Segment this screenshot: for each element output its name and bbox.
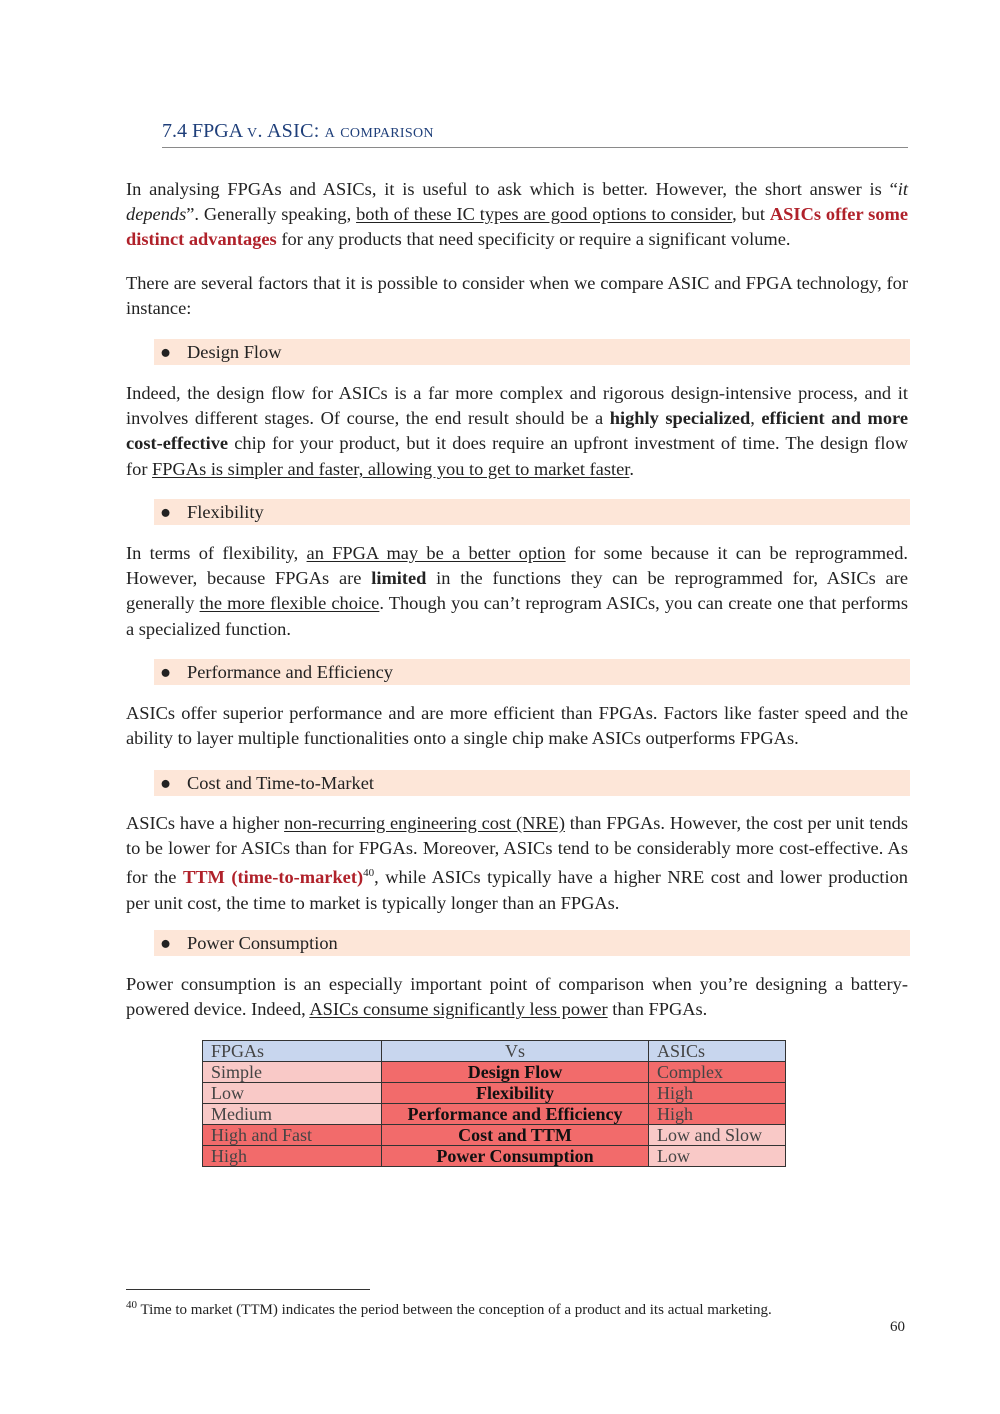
footnote-reference[interactable]: 40 — [363, 867, 375, 880]
section-title-main: FPGA — [192, 120, 243, 142]
footnote-divider — [126, 1289, 370, 1290]
table-row — [203, 1083, 786, 1104]
table-cell: Cost and TTM — [382, 1125, 649, 1146]
bullet-label: Cost and Time-to-Market — [187, 773, 374, 793]
table-row — [203, 1125, 786, 1146]
underlined-text: FPGAs is simpler and faster, allowing you to get to market faster — [152, 458, 630, 479]
underlined-text: an FPGA may be a better option — [306, 543, 566, 563]
bullet-label: Design Flow — [187, 342, 282, 362]
table-cell: Flexibility — [382, 1083, 649, 1104]
italic-text: it depends — [126, 179, 908, 225]
bold-text: efficient and more cost-effective — [126, 408, 909, 454]
table-cell: High — [649, 1104, 786, 1125]
text-run: for any products that need specificity or require a significant volume. — [276, 229, 791, 250]
table-cell: Low and Slow — [649, 1125, 786, 1146]
table-header-cell: Vs — [382, 1041, 649, 1062]
bullet-dot-icon: ● — [160, 933, 172, 953]
paragraph-performance: ASICs offer superior performance and are more efficient than FPGAs. Factors like faster speed and the ability to layer multiple functionalities onto a single chip make ASICs outperforms FPGAs. — [126, 703, 908, 749]
underlined-text: both of these IC types are good options to consider — [356, 204, 733, 225]
bullet-power — [154, 930, 910, 956]
table-cell: Simple — [203, 1062, 382, 1083]
bullet-label: Flexibility — [187, 502, 264, 522]
bullet-cost-ttm — [154, 770, 910, 796]
footnote-text: Time to market (TTM) indicates the period between the conception of a product and its actual marketing. — [137, 1302, 772, 1318]
text-run: . Though you can’t reprogram ASICs, you can create one that performs a specialized function. — [126, 593, 908, 639]
table-cell: Performance and Efficiency — [382, 1104, 649, 1125]
bullet-dot-icon: ● — [160, 502, 172, 522]
paragraph-cost — [126, 811, 908, 916]
bullet-dot-icon: ● — [160, 662, 172, 682]
table-cell: High and Fast — [203, 1125, 382, 1146]
underlined-text: the more flexible choice — [199, 593, 380, 614]
table-row — [203, 1146, 786, 1167]
text-run: than FPGAs. However, the cost per unit tends to be lower for ASICs than for FPGAs. Moreover, ASICs tend to be considerably more cost-effective. As for the — [126, 813, 909, 888]
text-run: chip for your product, but it does require an upfront investment of time. The design flow for — [126, 433, 908, 479]
comparison-table — [202, 1040, 786, 1167]
text-run: In terms of flexibility, — [126, 543, 307, 563]
table-cell: Design Flow — [382, 1062, 649, 1083]
text-run: , but — [732, 204, 770, 225]
section-title-v: v. ASIC: — [247, 120, 320, 142]
bullet-design-flow — [154, 339, 910, 365]
table-cell: Medium — [203, 1104, 382, 1125]
paragraph-power — [126, 972, 908, 1022]
paragraph-factors: There are several factors that it is possible to consider when we compare ASIC and FPGA technology, for instance: — [126, 273, 908, 319]
underlined-text: non-recurring engineering cost (NRE) — [284, 813, 566, 833]
text-run: in the functions they can be reprogrammed for, ASICs are generally — [126, 568, 908, 614]
bold-text: highly specialized — [609, 408, 751, 429]
table-cell: Complex — [649, 1062, 786, 1083]
text-run: , while ASICs typically have a higher NRE cost and lower production per unit cost, the time to market is typically longer than an FPGAs. — [126, 867, 909, 913]
table-header-cell: FPGAs — [203, 1041, 382, 1062]
section-title-rest: a comparison — [324, 120, 434, 142]
text-run: Power consumption is an especially important point of comparison when you’re designing a battery-powered device. Indeed, — [126, 974, 908, 1020]
bullet-dot-icon: ● — [160, 773, 172, 793]
paragraph-design-flow — [126, 381, 908, 482]
text-run: In analysing FPGAs and ASICs, it is useful to ask which is better. However, the short answer is “ — [126, 179, 898, 199]
section-number: 7.4 — [162, 120, 187, 142]
footnote-mark: 40 — [126, 1299, 137, 1311]
text-run: than FPGAs. — [607, 999, 708, 1020]
text-run: for some because it can be reprogrammed. However, because FPGAs are — [126, 543, 908, 589]
bullet-performance — [154, 659, 910, 685]
page-number: 60 — [890, 1319, 905, 1335]
bullet-dot-icon: ● — [160, 342, 172, 362]
paragraph-flexibility — [126, 541, 908, 642]
table-row — [203, 1104, 786, 1125]
table-cell: High — [203, 1146, 382, 1167]
text-run: . — [629, 458, 634, 479]
paragraph-intro — [126, 177, 908, 253]
bullet-label: Power Consumption — [187, 933, 338, 953]
section-heading — [162, 118, 908, 148]
text-run: , — [750, 408, 762, 429]
table-row — [203, 1062, 786, 1083]
table-header-row — [203, 1041, 786, 1062]
highlight-text: TTM (time-to-market) — [182, 867, 364, 888]
highlight-text: ASICs offer some distinct advantages — [126, 204, 908, 250]
underlined-text: ASICs consume significantly less power — [309, 999, 608, 1020]
footnote — [126, 1299, 772, 1319]
bullet-label: Performance and Efficiency — [187, 662, 393, 682]
table-header-cell: ASICs — [649, 1041, 786, 1062]
table-cell: Low — [649, 1146, 786, 1167]
bullet-flexibility — [154, 499, 910, 525]
table-cell: Power Consumption — [382, 1146, 649, 1167]
table-cell: Low — [203, 1083, 382, 1104]
text-run: Indeed, the design flow for ASICs is a far more complex and rigorous design-intensive process, and it involves different stages. Of course, the end result should be a — [126, 383, 908, 429]
bold-text: limited — [371, 568, 427, 589]
table-cell: High — [649, 1083, 786, 1104]
text-run: ASICs have a higher — [126, 813, 285, 833]
text-run: ”. Generally speaking, — [186, 204, 357, 225]
